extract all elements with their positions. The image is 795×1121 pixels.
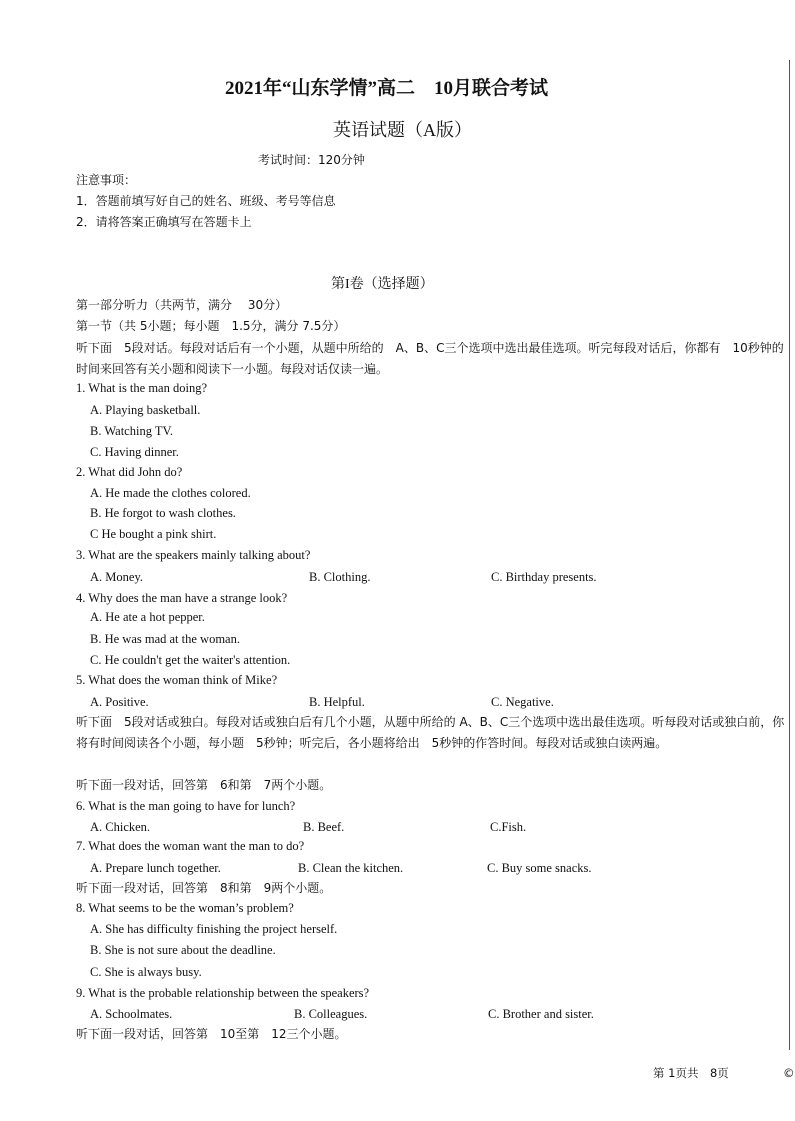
question-2-option-c: C He bought a pink shirt. — [90, 527, 217, 541]
question-7-option-c: C. Buy some snacks. — [487, 861, 592, 875]
question-8-option-a: A. She has difficulty finishing the project herself. — [90, 922, 338, 936]
question-9-option-a: A. Schoolmates. — [90, 1007, 173, 1021]
question-2-option-b: B. He forgot to wash clothes. — [90, 506, 236, 520]
question-2-stem: 2. What did John do? — [76, 465, 183, 479]
question-3-option-c: C. Birthday presents. — [491, 570, 597, 584]
exam-title: 2021年“山东学情”高二 10月联合考试 — [225, 78, 549, 99]
part-heading: 第一部分听力（共两节，满分 30分） — [76, 298, 288, 312]
question-1-option-c: C. Having dinner. — [90, 445, 179, 459]
question-6-stem: 6. What is the man going to have for lunch? — [76, 799, 296, 813]
question-5-option-a: A. Positive. — [90, 695, 149, 709]
question-3-option-a: A. Money. — [90, 570, 144, 584]
notes-heading: 注意事项： — [76, 173, 137, 187]
question-6-option-a: A. Chicken. — [90, 820, 151, 834]
question-1-option-a: A. Playing basketball. — [90, 403, 201, 417]
section-title: 第I卷（选择题） — [331, 277, 434, 292]
instruction-2: 听下面 5段对话或独白。每段对话或独白后有几个小题，从题中所给的 A、B、C三个选项中选出最佳选项。听每段对话或独白前，你将有时间阅读各个小题，每小题 5秒钟；听完后，各小题将给出 5秒钟的作答时间。每段对话或独白读两遍。 — [76, 715, 785, 750]
notes-item-1: 1．答题前填写好自己的姓名、班级、考号等信息 — [76, 194, 336, 208]
group-instruction-1: 听下面一段对话，回答第 6和第 7两个小题。 — [76, 778, 332, 792]
question-7-option-b: B. Clean the kitchen. — [298, 861, 404, 875]
question-5-option-c: C. Negative. — [491, 695, 554, 709]
question-8-option-c: C. She is always busy. — [90, 965, 202, 979]
corner-mark: © — [783, 1066, 795, 1080]
question-7-stem: 7. What does the woman want the man to do? — [76, 839, 305, 853]
question-1-stem: 1. What is the man doing? — [76, 381, 207, 395]
question-3-stem: 3. What are the speakers mainly talking about? — [76, 548, 311, 562]
question-7-option-a: A. Prepare lunch together. — [90, 861, 221, 875]
question-6-option-c: C.Fish. — [490, 820, 527, 834]
instruction-1: 听下面 5段对话。每段对话后有一个小题，从题中所给的 A、B、C三个选项中选出最佳选项。听完每段对话后，你都有 10秒钟的时间来回答有关小题和阅读下一小题。每段对话仅读一遍。 — [76, 341, 784, 376]
group-instruction-3: 听下面一段对话，回答第 10至第 12三个小题。 — [76, 1027, 347, 1041]
question-9-option-c: C. Brother and sister. — [488, 1007, 594, 1021]
exam-subtitle: 英语试题（A版） — [333, 120, 472, 140]
question-8-option-b: B. She is not sure about the deadline. — [90, 943, 276, 957]
question-8-stem: 8. What seems to be the woman’s problem? — [76, 901, 294, 915]
question-1-option-b: B. Watching TV. — [90, 424, 174, 438]
question-2-option-a: A. He made the clothes colored. — [90, 486, 251, 500]
question-6-option-b: B. Beef. — [303, 820, 345, 834]
group-instruction-2: 听下面一段对话，回答第 8和第 9两个小题。 — [76, 881, 332, 895]
question-4-option-a: A. He ate a hot pepper. — [90, 610, 205, 624]
notes-item-2: 2．请将答案正确填写在答题卡上 — [76, 215, 252, 229]
page-edge-line — [789, 60, 790, 1050]
page-number: 第 1页共 8页 — [653, 1066, 729, 1080]
question-5-option-b: B. Helpful. — [309, 695, 365, 709]
question-4-option-c: C. He couldn't get the waiter's attention. — [90, 653, 291, 667]
question-4-stem: 4. Why does the man have a strange look? — [76, 591, 288, 605]
question-9-stem: 9. What is the probable relationship between the speakers? — [76, 986, 370, 1000]
exam-time: 考试时间：120分钟 — [258, 153, 365, 167]
question-4-option-b: B. He was mad at the woman. — [90, 632, 240, 646]
question-3-option-b: B. Clothing. — [309, 570, 371, 584]
subsection-heading: 第一节（共 5小题；每小题 1.5分，满分 7.5分） — [76, 319, 346, 333]
question-9-option-b: B. Colleagues. — [294, 1007, 368, 1021]
question-5-stem: 5. What does the woman think of Mike? — [76, 673, 278, 687]
